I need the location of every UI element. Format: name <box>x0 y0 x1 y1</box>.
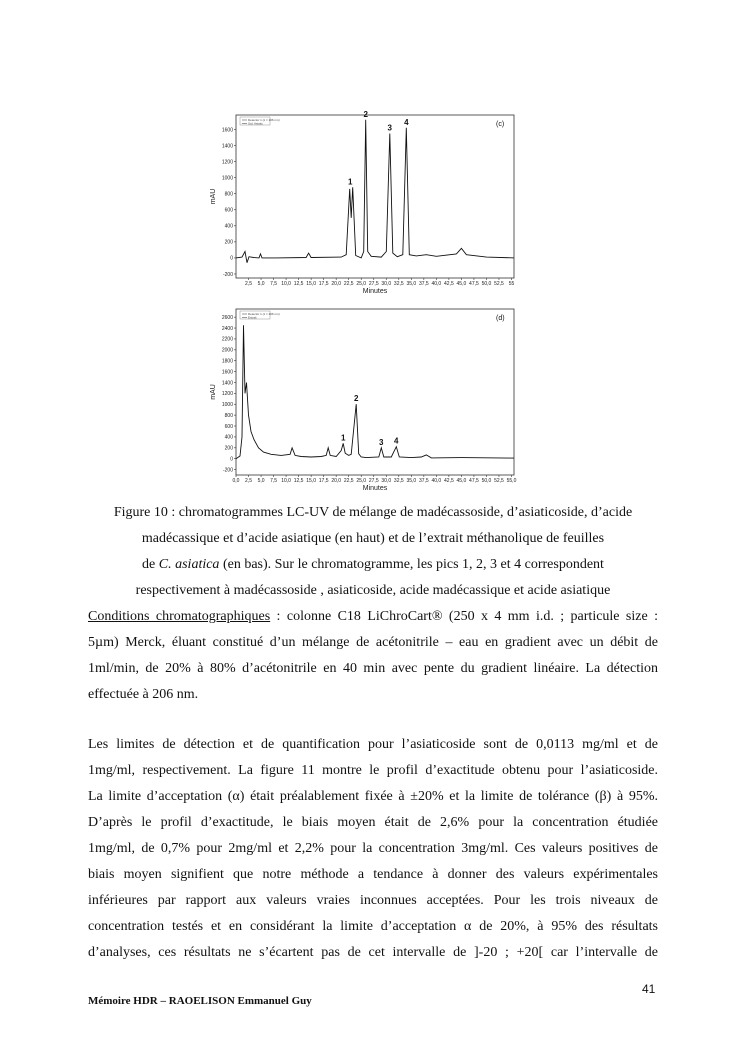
body-paragraph <box>88 732 658 966</box>
y-tick-label: 2400 <box>221 325 233 332</box>
x-tick-label: 25,0 <box>356 478 367 484</box>
y-tick-label: 1000 <box>221 402 233 409</box>
x-tick-label: 47,5 <box>469 478 479 484</box>
y-tick-label: 400 <box>224 434 233 441</box>
x-tick-label: 55,0 <box>506 478 517 484</box>
x-tick-label: 17,5 <box>318 478 329 484</box>
legend-entry: Detector 1 (λ = 206 nm) <box>248 312 280 316</box>
x-tick-label: 42,5 <box>444 281 454 287</box>
caption-line: Figure 10 : chromatogrammes LC-UV de mélange de madécassoside, d’asiaticoside, d’acide <box>113 505 633 520</box>
paragraph-line: Les limites de détection et de quantification pour l’asiaticoside sont de 0,0113 mg/ml et de <box>88 737 658 752</box>
conditions-line: 1ml/min, de 20% à 80% d’acétonitrile en 40 min avec pente du gradient linéaire. La détection <box>88 661 658 676</box>
x-tick-label: 7,5 <box>270 478 278 484</box>
x-tick-label: 27,5 <box>368 281 379 287</box>
y-tick-label: 800 <box>224 191 233 198</box>
paragraph-line: 1mg/ml, respectivement. La figure 11 montre le profil d’exactitude obtenu pour l’asiaticoside. <box>88 763 658 778</box>
paragraph-line: biais moyen signifient que notre méthode a tendance à donner des valeurs expérimentales <box>88 867 658 882</box>
y-tick-label: 1800 <box>221 358 233 365</box>
y-tick-label: 1000 <box>221 175 233 182</box>
x-tick-label: 10,0 <box>281 478 291 484</box>
x-tick-label: 27,5 <box>368 478 379 484</box>
x-tick-label: 50,0 <box>481 478 492 484</box>
page-number: 41 <box>642 982 656 996</box>
y-tick-label: 0 <box>230 255 233 262</box>
x-tick-label: 0,0 <box>232 478 240 484</box>
x-tick-label: 22,5 <box>343 478 354 484</box>
x-tick-label: 2,5 <box>245 281 252 287</box>
conditions-line: effectuée à 206 nm. <box>88 687 199 702</box>
panel-label: (c) <box>496 121 505 128</box>
y-tick-label: 200 <box>224 239 233 246</box>
caption-line: madécassique et d’acide asiatique (en haut) et de l’extrait méthanolique de feuilles <box>141 531 605 546</box>
paragraph-line: La limite d’acceptation (α) était préalablement fixée à ±20% et la limite de tolérance (β) à 95%. <box>88 789 658 804</box>
plot-frame <box>236 115 514 278</box>
footer: Mémoire HDR – RAOELISON Emmanuel Guy <box>88 995 312 1007</box>
peak-label: 4 <box>394 436 399 446</box>
y-tick-label: 1200 <box>221 159 233 166</box>
x-tick-label: 35,0 <box>406 478 417 484</box>
y-tick-label: 200 <box>224 445 233 452</box>
plot-frame <box>236 309 514 475</box>
panel-label: (d) <box>496 315 505 322</box>
chromatogram-trace <box>236 117 514 263</box>
y-tick-label: 1600 <box>221 369 233 376</box>
caption-suffix: (en bas). Sur le chromatogramme, les pics 1, 2, 3 et 4 correspondent <box>219 557 604 572</box>
x-tick-label: 52,5 <box>494 478 504 484</box>
conditions-text: : colonne C18 LiChroCart® (250 x 4 mm i.d. ; particule size : <box>270 609 658 624</box>
x-tick-label: 45,0 <box>456 281 467 287</box>
x-axis-title: Minutes <box>362 485 388 492</box>
figure-caption <box>88 500 658 604</box>
peak-label: 4 <box>404 117 409 127</box>
x-tick-label: 15,0 <box>306 281 317 287</box>
x-tick-label: 47,5 <box>469 281 479 287</box>
x-tick-label: 40,0 <box>431 478 442 484</box>
peak-label: 1 <box>340 433 346 443</box>
y-tick-label: 600 <box>224 207 233 214</box>
paragraph-line: concentration testés et en considérant la limite d’acceptation α de 20%, à 95% des résultats <box>88 919 658 934</box>
y-axis-title: mAU <box>210 384 217 400</box>
peak-label: 3 <box>387 123 393 133</box>
y-tick-label: 1400 <box>221 380 233 387</box>
x-tick-label: 5,0 <box>257 281 265 287</box>
y-tick-label: -200 <box>222 467 233 474</box>
x-tick-label: 30,0 <box>381 478 392 484</box>
x-tick-label: 35,0 <box>406 281 417 287</box>
x-tick-label: 55 <box>508 281 515 287</box>
x-tick-label: 32,5 <box>393 281 404 287</box>
x-tick-label: 2,5 <box>245 478 252 484</box>
x-tick-label: 42,5 <box>444 478 454 484</box>
legend-entry: Extrait <box>248 315 257 320</box>
x-tick-label: 15,0 <box>306 478 317 484</box>
y-tick-label: 2200 <box>221 336 233 343</box>
chromatogram-trace <box>236 325 514 458</box>
x-tick-label: 25,0 <box>356 281 367 287</box>
caption-prefix: de <box>142 557 159 572</box>
peak-label: 3 <box>379 437 384 447</box>
x-tick-label: 37,5 <box>418 281 429 287</box>
y-tick-label: 1600 <box>221 127 233 134</box>
y-axis-title: mAU <box>210 188 217 205</box>
caption-line: respectivement à madécassoside , asiaticoside, acide madécassique et acide asiatique <box>135 583 611 598</box>
conditions-line <box>88 604 658 630</box>
species-name: C. asiatica <box>158 557 220 572</box>
peak-label: 2 <box>353 394 359 404</box>
peak-label: 1 <box>347 177 353 187</box>
x-tick-label: 32,5 <box>393 478 404 484</box>
x-tick-label: 17,5 <box>318 281 329 287</box>
y-tick-label: 2000 <box>221 347 233 354</box>
x-axis-title: Minutes <box>362 288 388 295</box>
x-tick-label: 30,0 <box>381 281 392 287</box>
paragraph-line: d’analyses, ces résultats ne s’écartent pas de cet intervalle de ]-20 ; +20[ car l’intervalle de <box>88 945 658 960</box>
y-tick-label: 2600 <box>221 314 233 321</box>
conditions-label: Conditions chromatographiques <box>88 609 271 624</box>
conditions-line: 5µm) Merck, éluant constitué d’un mélange de acétonitrile – eau en gradient avec un débit de <box>88 635 658 650</box>
chromatographic-conditions <box>88 604 658 708</box>
y-tick-label: 800 <box>224 412 233 419</box>
x-tick-label: 7,5 <box>270 281 278 287</box>
x-tick-label: 37,5 <box>418 478 429 484</box>
x-tick-label: 12,5 <box>293 478 304 484</box>
chromatogram-extract <box>208 303 520 497</box>
paragraph-line: inférieures par rapport aux valeurs vraies inconnues acceptées. Pour les trois niveaux de <box>88 893 658 908</box>
x-tick-label: 20,0 <box>331 281 342 287</box>
chromatogram-d-plot <box>208 303 520 497</box>
chromatogram-standards <box>208 110 520 298</box>
chromatogram-c-plot <box>208 110 520 298</box>
peak-label: 2 <box>363 110 368 119</box>
y-tick-label: 1400 <box>221 143 233 150</box>
legend-entry: Std. Asiatic <box>248 121 263 126</box>
x-tick-label: 45,0 <box>456 478 467 484</box>
y-tick-label: 1200 <box>221 391 233 398</box>
x-tick-label: 40,0 <box>431 281 442 287</box>
x-tick-label: 5,0 <box>257 478 265 484</box>
y-tick-label: 0 <box>230 456 233 463</box>
x-tick-label: 12,5 <box>293 281 304 287</box>
y-tick-label: -200 <box>222 271 233 278</box>
x-tick-label: 52,5 <box>494 281 504 287</box>
caption-line <box>88 552 658 578</box>
paragraph-line: 1mg/ml, de 0,7% pour 2mg/ml et 2,2% pour la concentration 3mg/ml. Ces valeurs positives de <box>88 841 658 856</box>
y-tick-label: 400 <box>224 223 233 230</box>
x-tick-label: 10,0 <box>281 281 291 287</box>
y-tick-label: 600 <box>224 423 233 430</box>
paragraph-line: D’après le profil d’exactitude, le biais moyen était de 2,6% pour la concentration étudiée <box>88 815 658 830</box>
legend-entry: Detector 1 (λ = 206 nm) <box>248 118 280 122</box>
x-tick-label: 50,0 <box>481 281 492 287</box>
x-tick-label: 22,5 <box>343 281 354 287</box>
x-tick-label: 20,0 <box>331 478 342 484</box>
